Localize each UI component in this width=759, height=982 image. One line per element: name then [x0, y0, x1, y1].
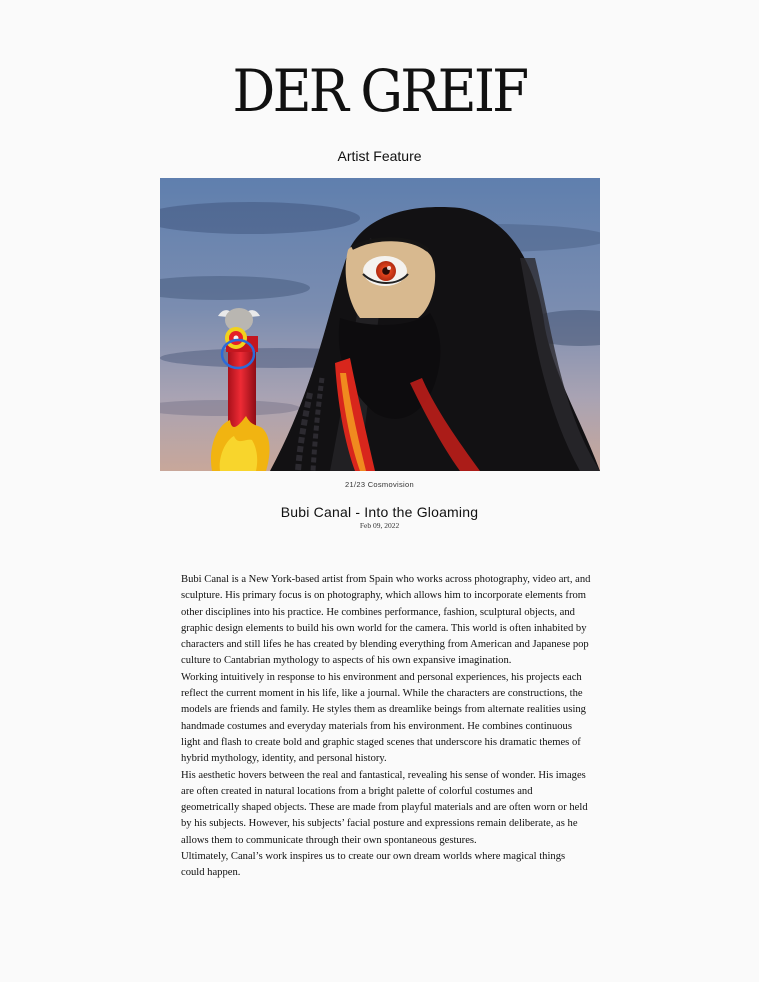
article-paragraph: Bubi Canal is a New York-based artist from Spain who works across photography, video art, and sculpture. His primary focus is on photography, which allows him to incorporate elements from other disciplines into his practice. He combines performance, fashion, sculptural objects, and graphic design elements to build his own world for the camera. This world is often inhabited by characters and still lifes he has created by blending everything from American and Japanese pop culture to Cantabrian mythology to aspects of his own expansive imagination.: [181, 574, 591, 667]
article-date: Feb 09, 2022: [359, 521, 400, 530]
article-paragraph: Working intuitively in response to his environment and personal experiences, his projects each reflect the current moment in his life, like a journal. While the characters are constructions, the models are friends and family. He styles them as dreamlike beings from alternate realities using handmade costumes and everyday materials from his environment. He combines continuous light and flash to create bold and graphic staged scenes that underscore his dramatic themes of hybrid mythology, identity, and personal history.: [181, 671, 586, 765]
article-paragraph: Ultimately, Canal’s work inspires us to create our own dream worlds where magical things could happen.: [181, 851, 566, 879]
image-caption: 21/23 Cosmovision: [345, 480, 414, 489]
feature-photo: [160, 178, 600, 471]
article-body: [181, 572, 591, 882]
article-title[interactable]: Bubi Canal - Into the Gloaming: [280, 504, 479, 520]
feature-image[interactable]: [160, 178, 600, 471]
article-paragraph: His aesthetic hovers between the real and fantastical, revealing his sense of wonder. His images are often created in natural locations from a bright palette of colorful costumes and geometrically shaped objects. These are made from playful materials and are often worn or held by his subjects. However, his subjects’ facial posture and expressions remain deliberate, as he allows them to communicate through their own spontaneous gestures.: [181, 769, 588, 846]
section-label[interactable]: Artist Feature: [337, 148, 422, 164]
site-logo[interactable]: DER GREIF: [232, 57, 527, 125]
